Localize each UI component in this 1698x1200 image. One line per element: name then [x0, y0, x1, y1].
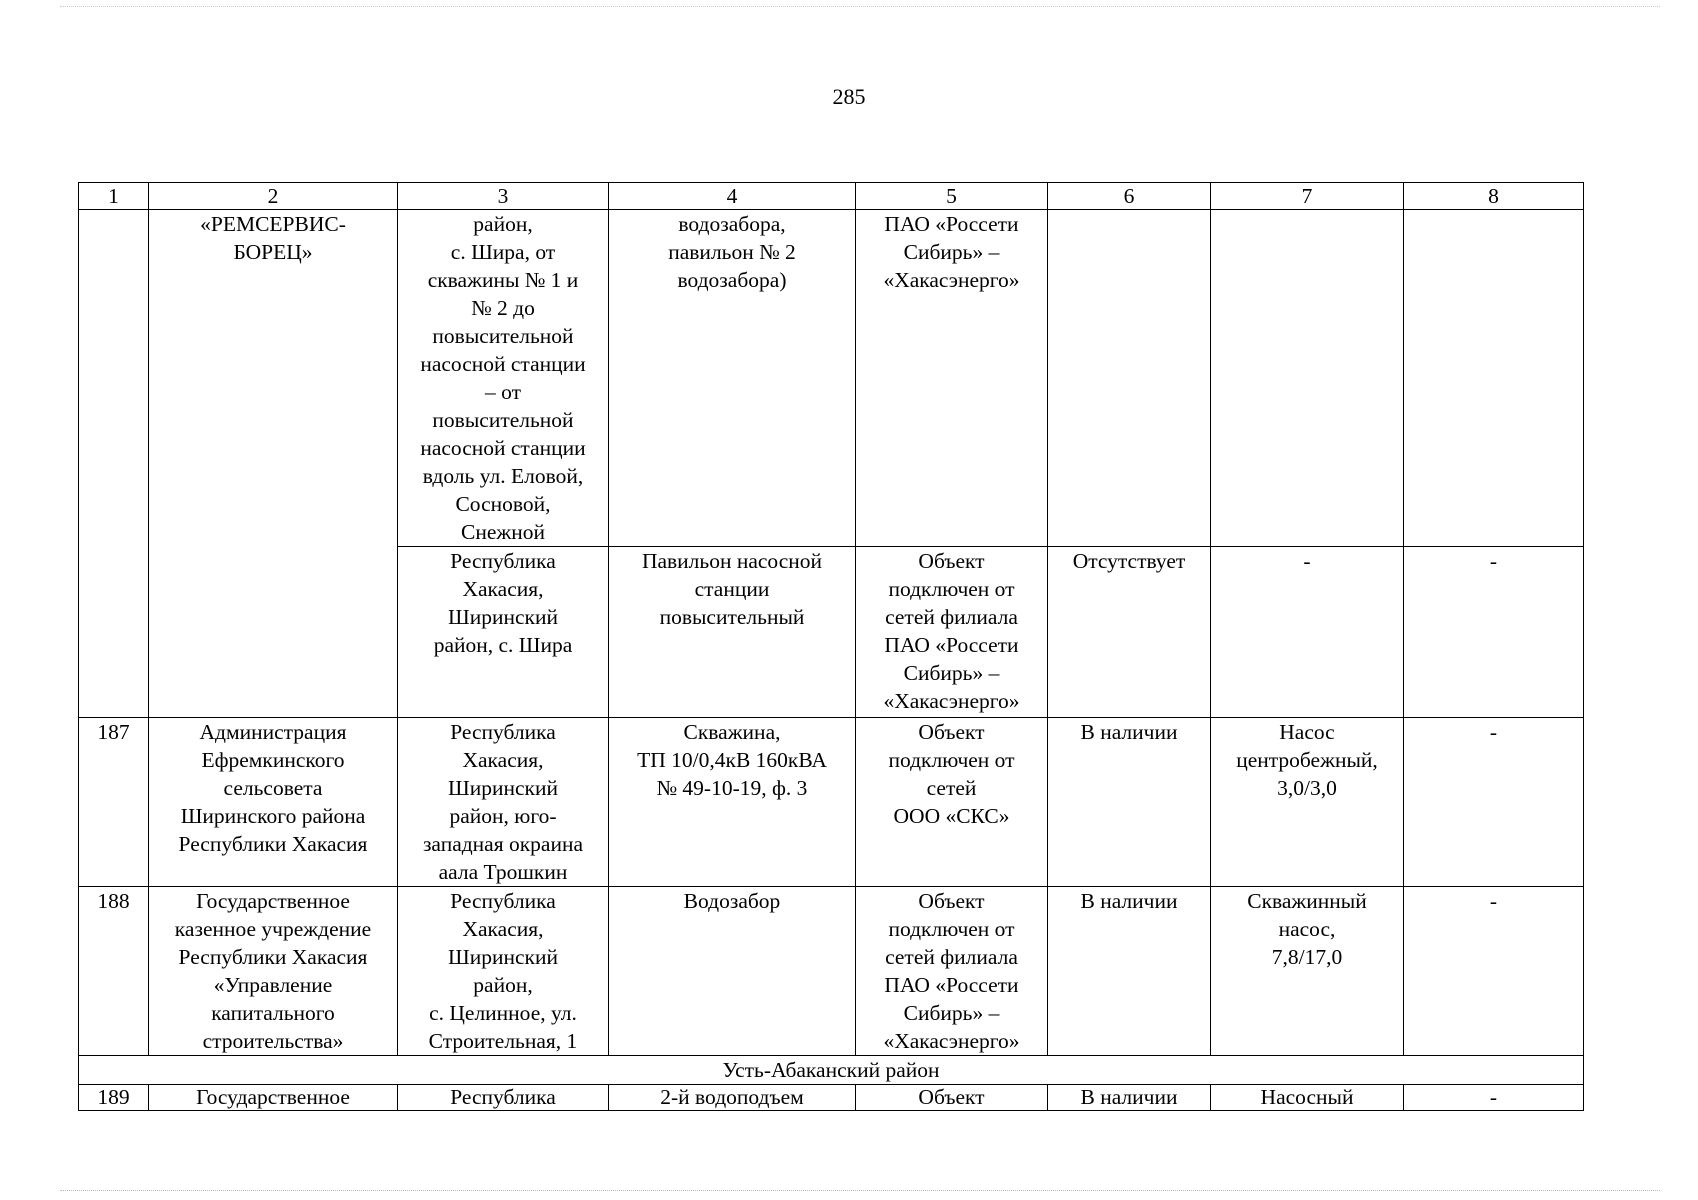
cell-line: № 2 до [471, 296, 535, 320]
cell-line: подключен от [888, 577, 1015, 601]
cell-line: водозабора) [677, 268, 787, 292]
cell-line: Скважинный [1247, 889, 1367, 913]
cell-line: повысительной [432, 324, 574, 348]
cell-line: станции [694, 577, 770, 601]
cell-line: - [1489, 549, 1498, 573]
column-header: 6 [1048, 183, 1211, 210]
cell-reserve [1048, 887, 1211, 1056]
cell-line: район, [473, 212, 533, 236]
cell-line: район, юго- [449, 804, 557, 828]
cell-line: 3,0/3,0 [1277, 776, 1337, 800]
cell-line: подключен от [888, 917, 1015, 941]
cell-note [1404, 718, 1584, 887]
cell-line: подключен от [888, 748, 1015, 772]
cell-object [609, 887, 856, 1056]
cell-line: Республика [450, 720, 556, 744]
cell-line: Республика [450, 889, 556, 913]
cell-note [1404, 887, 1584, 1056]
cell-line: павильон № 2 [668, 240, 796, 264]
cell-line: Водозабор [683, 889, 781, 913]
data-table [78, 182, 1584, 1111]
cell-power-source [856, 887, 1048, 1056]
column-header: 8 [1404, 183, 1584, 210]
cell-power-source [856, 718, 1048, 887]
cell-object [609, 718, 856, 887]
cell-reserve: В наличии [1048, 1085, 1211, 1111]
column-header: 7 [1211, 183, 1404, 210]
cell-line: БОРЕЦ» [233, 240, 313, 264]
cell-line: 187 [97, 720, 130, 744]
cell-note: - [1404, 1085, 1584, 1111]
cell-equipment [1211, 887, 1404, 1056]
cell-reserve [1048, 547, 1211, 718]
cell-line: Сибирь» – [903, 240, 1000, 264]
cell-address [398, 547, 609, 718]
cell-line: «Управление [213, 973, 333, 997]
cell-organization [149, 887, 398, 1056]
cell-line: Хакасия, [462, 748, 544, 772]
cell-line: Хакасия, [462, 577, 544, 601]
cell-power-source [856, 547, 1048, 718]
cell-line: В наличии [1080, 720, 1178, 744]
cell-line: сельсовета [223, 776, 323, 800]
cell-line: ПАО «Россети [884, 633, 1019, 657]
cell-line: Государственное [196, 889, 350, 913]
cell-line: аала Трошкин [438, 860, 568, 884]
cell-line: сетей филиала [885, 605, 1018, 629]
cell-line: вдоль ул. Еловой, [422, 464, 584, 488]
cell-line: Строительная, 1 [428, 1029, 578, 1053]
cell-line: Объект [918, 549, 985, 573]
cell-organization [149, 210, 398, 718]
cell-line: Ширинский [448, 945, 558, 969]
cell-line: насосной станции [420, 352, 586, 376]
table-row [79, 1085, 1584, 1111]
cell-line: «Хакасэнерго» [883, 1029, 1020, 1053]
cell-line: Республики Хакасия [178, 945, 368, 969]
cell-line: Сибирь» – [903, 1001, 1000, 1025]
cell-line: повысительный [659, 605, 805, 629]
cell-number [79, 887, 149, 1056]
cell-line: строительства» [202, 1029, 344, 1053]
cell-line: - [1489, 889, 1498, 913]
cell-line: ООО «СКС» [893, 804, 1010, 828]
cell-line: казенное учреждение [174, 917, 372, 941]
section-header-row [79, 1056, 1584, 1085]
cell-line: - [1303, 549, 1311, 573]
cell-line: Ширинский [448, 776, 558, 800]
section-header: Усть-Абаканский район [79, 1056, 1584, 1085]
cell-reserve [1048, 210, 1211, 547]
cell-line: Республики Хакасия [178, 832, 368, 856]
cell-address [398, 210, 609, 547]
cell-line: Ширинский [448, 605, 558, 629]
cell-line: с. Шира, от [450, 240, 556, 264]
column-header: 3 [398, 183, 609, 210]
cell-organization [149, 718, 398, 887]
cell-line: Объект [918, 720, 985, 744]
cell-line: 7,8/17,0 [1271, 945, 1343, 969]
table-row [79, 210, 1584, 547]
column-header: 4 [609, 183, 856, 210]
cell-line: Ефремкинского [201, 748, 345, 772]
cell-line: В наличии [1080, 889, 1178, 913]
cell-line: Хакасия, [462, 917, 544, 941]
cell-line: Снежной [460, 520, 545, 544]
cell-line: Отсутствует [1072, 549, 1186, 573]
cell-line: насос, [1278, 917, 1336, 941]
cell-line: Республика [450, 549, 556, 573]
cell-note [1404, 210, 1584, 547]
cell-line: «РЕМСЕРВИС- [200, 212, 346, 236]
cell-line: ТП 10/0,4кВ 160кВА [637, 748, 827, 772]
cell-power-source [856, 210, 1048, 547]
cell-reserve [1048, 718, 1211, 887]
column-header: 5 [856, 183, 1048, 210]
scan-edge-top [60, 6, 1660, 9]
cell-line: центробежный, [1236, 748, 1378, 772]
table-row [79, 718, 1584, 887]
cell-object [609, 547, 856, 718]
cell-line: водозабора, [678, 212, 786, 236]
table-row [79, 887, 1584, 1056]
cell-number [79, 210, 149, 718]
cell-line: район, с. Шира [433, 633, 573, 657]
cell-line: - [1489, 720, 1498, 744]
cell-number: 189 [79, 1085, 149, 1111]
cell-line: сетей филиала [885, 945, 1018, 969]
page-number: 285 [832, 84, 866, 109]
cell-line: Скважина, [683, 720, 781, 744]
cell-line: скважины № 1 и [427, 268, 579, 292]
cell-line: «Хакасэнерго» [883, 689, 1020, 713]
cell-line: капитального [211, 1001, 335, 1025]
cell-line: насосной станции [420, 436, 586, 460]
cell-line: с. Целинное, ул. [429, 1001, 577, 1025]
cell-line: Павильон насосной [641, 549, 823, 573]
cell-equipment: Насосный [1211, 1085, 1404, 1111]
cell-line: Ширинского района [180, 804, 366, 828]
cell-line: Администрация [199, 720, 347, 744]
cell-object: 2-й водоподъем [609, 1085, 856, 1111]
cell-line: Объект [918, 889, 985, 913]
cell-address: Республика [398, 1085, 609, 1111]
column-header: 2 [149, 183, 398, 210]
cell-address [398, 887, 609, 1056]
column-number-row [79, 183, 1584, 210]
cell-number [79, 718, 149, 887]
cell-line: «Хакасэнерго» [883, 268, 1020, 292]
cell-note [1404, 547, 1584, 718]
cell-line: № 49-10-19, ф. 3 [656, 776, 808, 800]
cell-line: район, [473, 973, 533, 997]
cell-line: повысительной [432, 408, 574, 432]
cell-object [609, 210, 856, 547]
cell-line: Сосновой, [455, 492, 551, 516]
cell-equipment [1211, 547, 1404, 718]
cell-line: 188 [97, 889, 130, 913]
cell-line: Сибирь» – [903, 661, 1000, 685]
cell-line: западная окраина [422, 832, 584, 856]
cell-equipment [1211, 718, 1404, 887]
cell-line: – от [485, 380, 521, 404]
column-header: 1 [79, 183, 149, 210]
cell-line: ПАО «Россети [884, 973, 1019, 997]
cell-address [398, 718, 609, 887]
scan-edge-bottom [60, 1190, 1660, 1193]
cell-line: ПАО «Россети [884, 212, 1019, 236]
cell-equipment [1211, 210, 1404, 547]
cell-power-source: Объект [856, 1085, 1048, 1111]
cell-line: сетей [926, 776, 977, 800]
cell-organization: Государственное [149, 1085, 398, 1111]
cell-line: Насос [1279, 720, 1335, 744]
